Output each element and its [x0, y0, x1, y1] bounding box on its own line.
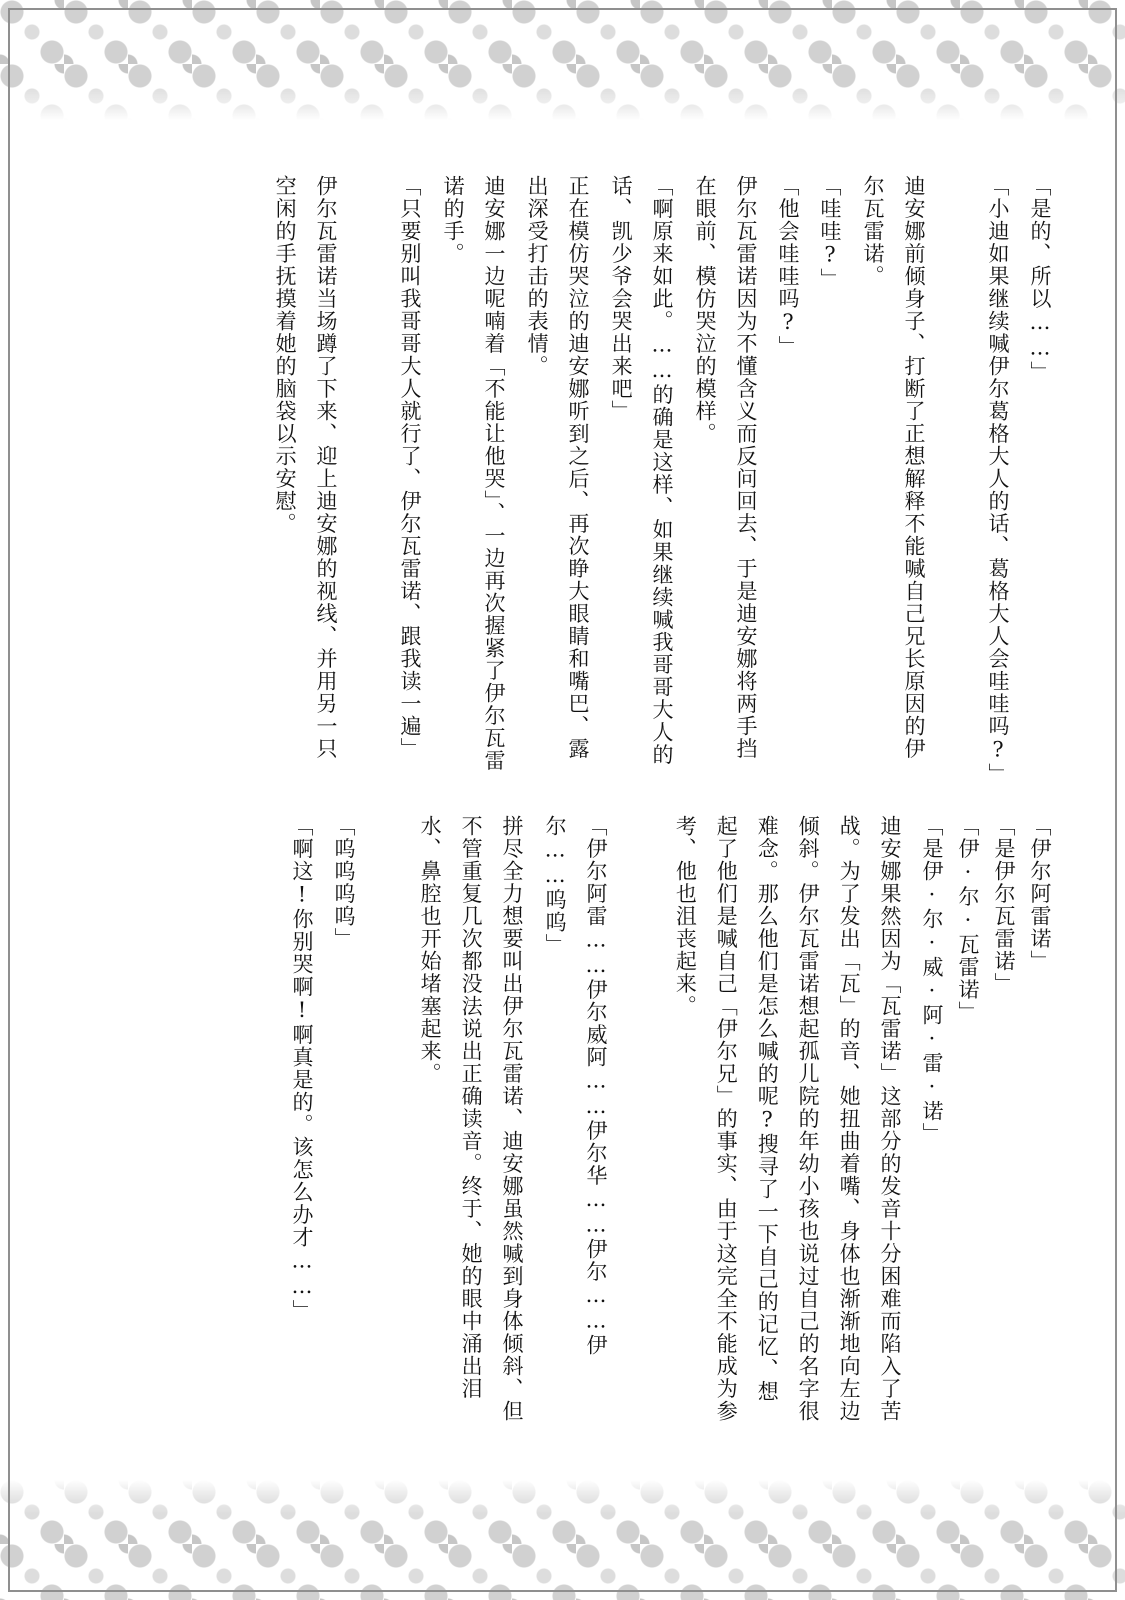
paragraph-lower-2: 「是伊尔瓦雷诺」 — [992, 815, 1016, 995]
paragraph-upper-4: 「哇哇?」 — [818, 175, 842, 291]
paragraph-lower-4: 「是伊·尔·威·阿·雷·诺」 — [920, 815, 944, 1145]
paragraph-lower-6: 「伊尔阿雷……伊尔威阿……伊尔华……伊尔……伊尔……呜呜」 — [543, 815, 608, 1357]
paragraph-lower-5: 迪安娜果然因为「瓦雷诺」这部分的发音十分困难而陷入了苦战。为了发出「瓦」的音、她扭曲着嘴、身体也渐渐地向左边倾斜。伊尔瓦雷诺想起孤儿院的年幼小孩也说过自己的名字很难念。那么他们是怎么喊的呢?搜寻了一下自己的记忆、想起了他们是喊自己「伊尔兄」的事实、由于这完全不能成为参考、他也沮丧起来。 — [673, 815, 902, 1423]
page-text-area — [70, 175, 1060, 1425]
paragraph-lower-1: 「伊尔阿雷诺」 — [1028, 815, 1052, 973]
paragraph-lower-8: 「呜呜呜呜」 — [332, 815, 356, 950]
paragraph-upper-6: 伊尔瓦雷诺因为不懂含义而反问回去、于是迪安娜将两手挡在眼前、模仿哭泣的模样。 — [693, 175, 758, 760]
paragraph-upper-10: 「只要别叫我哥哥大人就行了、伊尔瓦雷诺、跟我读一遍」 — [398, 175, 422, 760]
paragraph-upper-9: 迪安娜一边呢喃着「不能让他哭」、一边再次握紧了伊尔瓦雷诺的手。 — [441, 175, 506, 772]
paragraph-lower-3: 「伊·尔·瓦雷诺」 — [956, 815, 980, 1024]
paragraph-lower-9: 「啊这!你别哭啊!啊真是的。该怎么办才……」 — [290, 815, 314, 1322]
paragraph-upper-11: 伊尔瓦雷诺当场蹲了下来、迎上迪安娜的视线、并用另一只空闲的手抚摸着她的脑袋以示安慰。 — [273, 175, 338, 760]
paragraph-upper-7: 「啊原来如此。……的确是这样、如果继续喊我哥哥大人的话、凯少爷会哭出来吧」 — [609, 175, 674, 766]
paragraph-upper-8: 正在模仿哭泣的迪安娜听到之后、再次睁大眼睛和嘴巴、露出深受打击的表情。 — [525, 175, 590, 760]
decorative-border-top — [0, 0, 1125, 120]
paragraph-upper-2: 「小迪如果继续喊伊尔葛格大人的话、葛格大人会哇哇吗?」 — [986, 175, 1010, 786]
paragraph-lower-7: 拼尽全力想要叫出伊尔瓦雷诺、迪安娜虽然喊到身体倾斜、但不管重复几次都没法说出正确读音。终于、她的眼中涌出泪水、鼻腔也开始堵塞起来。 — [418, 815, 524, 1423]
paragraph-upper-3: 迪安娜前倾身子、打断了正想解释不能喊自己兄长原因的伊尔瓦雷诺。 — [861, 175, 926, 760]
decorative-border-bottom — [0, 1480, 1125, 1600]
paragraph-upper-1: 「是的、所以……」 — [1028, 175, 1052, 384]
paragraph-upper-5: 「他会哇哇吗?」 — [776, 175, 800, 358]
